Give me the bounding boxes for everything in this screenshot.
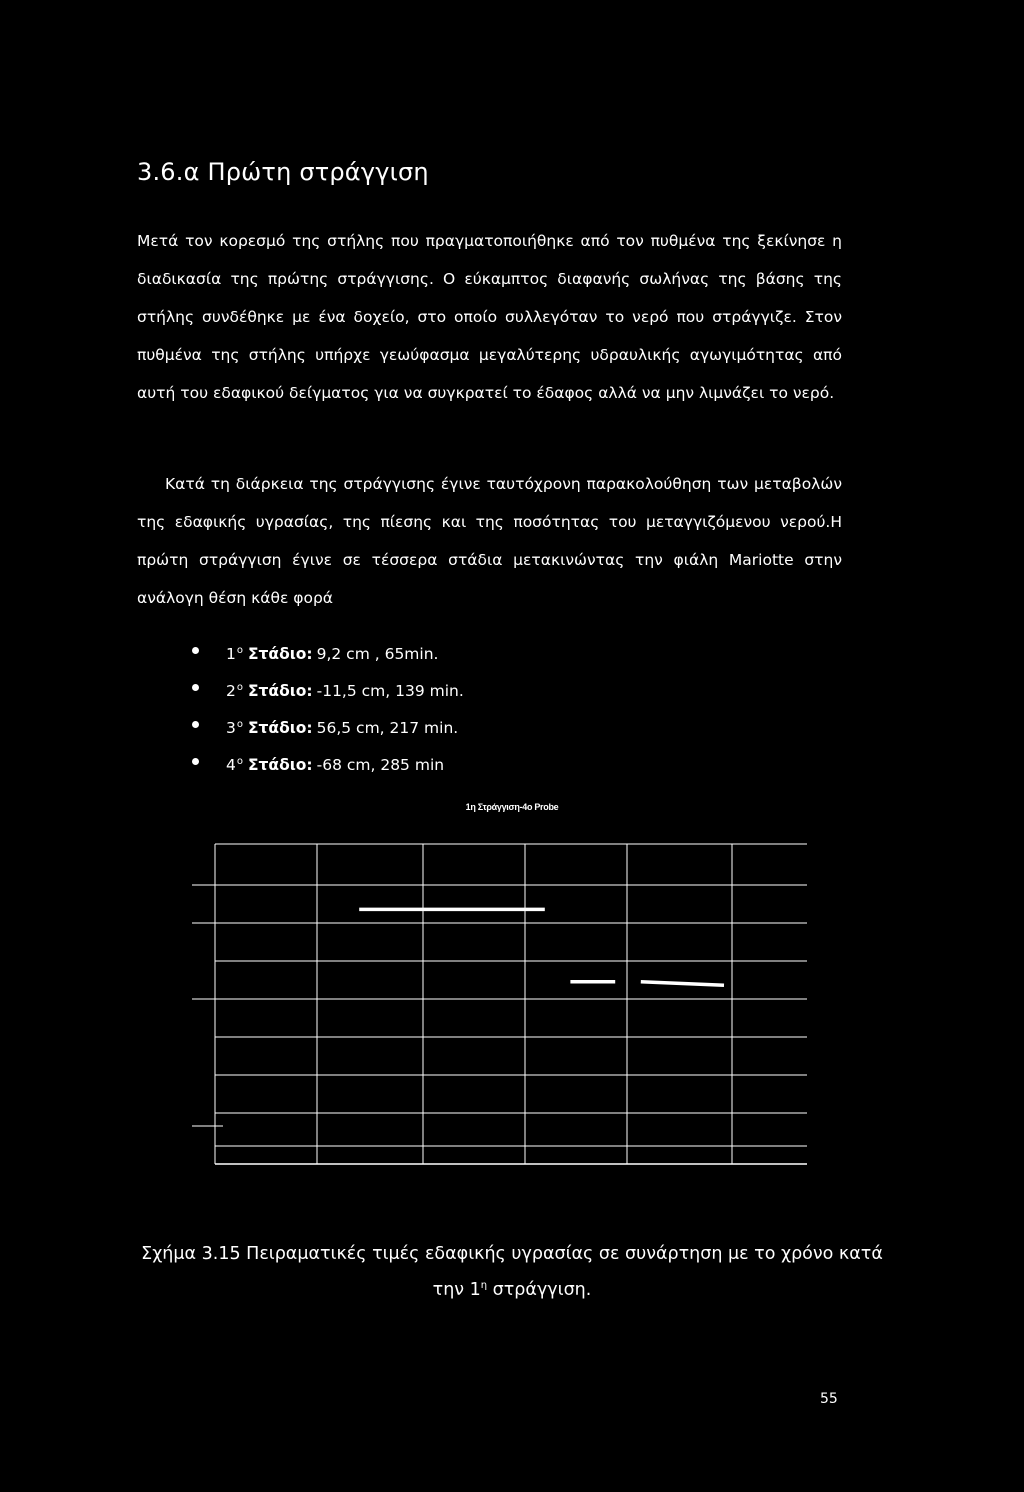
- paragraph-drainage-setup: Μετά τον κορεσμό της στήλης που πραγματοποιήθηκε από τον πυθμένα της ξεκίνησε η διαδικασία της πρώτης στράγγισης. Ο εύκαμπτος διαφανής σωλήνας της βάσης της στήλης συνδέθηκε με ένα δοχείο, στο οποίο συλλεγόταν το νερό που στράγγιζε. Στον πυθμένα της στήλης υπήρχε γεωύφασμα μεγαλύτερης υδραυλικής αγωγιμότητας από αυτή του εδαφικού δείγματος για να συγκρατεί το έδαφος αλλά να μην λιμνάζει το νερό.: [137, 232, 842, 402]
- bullet-icon: [192, 758, 199, 765]
- page-number: 55: [820, 1391, 838, 1407]
- stage-value: -11,5 cm, 139 min.: [316, 682, 464, 700]
- chart-grid: [192, 844, 807, 1164]
- paragraph-monitoring-text: Κατά τη διάρκεια της στράγγισης έγινε ταυτόχρονη παρακολούθηση των μεταβολών της εδαφικής υγρασίας, της πίεσης και της ποσότητας του μεταγγιζόμενου νερού.Η πρώτη στράγγιση έγινε σε τέσσερα στάδια μετακινώντας την φιάλη Mariotte στην ανάλογη θέση κάθε φορά: [137, 475, 842, 607]
- stage-item: [192, 669, 464, 706]
- stage-value: 9,2 cm , 65min.: [316, 645, 439, 663]
- stage-number: 1: [226, 645, 236, 663]
- chart-title: 1η Στράγγιση-4ο Probe: [465, 802, 559, 812]
- bullet-icon: [192, 721, 199, 728]
- stage-item: [192, 632, 464, 669]
- stage-ordinal: ο: [236, 756, 243, 767]
- stage-ordinal: ο: [236, 682, 243, 693]
- caption-text-end: στράγγιση.: [487, 1280, 592, 1300]
- stage-number: 3: [226, 719, 236, 737]
- moisture-chart: [180, 830, 820, 1175]
- stage-ordinal: ο: [236, 719, 243, 730]
- stage-label: Στάδιο:: [247, 756, 313, 774]
- stage-item: [192, 743, 464, 780]
- stage-item: [192, 706, 464, 743]
- figure-caption: Σχήμα 3.15 Πειραματικές τιμές εδαφικής υγρασίας σε συνάρτηση με το χρόνο κατά: [141, 1244, 883, 1264]
- chart-series: [359, 909, 724, 985]
- stage-value: -68 cm, 285 min: [316, 756, 445, 774]
- paragraph-monitoring: [137, 465, 842, 617]
- stage-value: 56,5 cm, 217 min.: [316, 719, 459, 737]
- bullet-icon: [192, 684, 199, 691]
- stage-label: Στάδιο:: [247, 719, 313, 737]
- stage-label: Στάδιο:: [247, 645, 313, 663]
- caption-superscript: η: [480, 1280, 488, 1291]
- figure-caption-continued: [0, 1270, 1024, 1306]
- section-title: 3.6.α Πρώτη στράγγιση: [137, 158, 429, 186]
- stage-label: Στάδιο:: [247, 682, 313, 700]
- stage-number: 4: [226, 756, 236, 774]
- caption-text: την 1: [432, 1280, 481, 1300]
- chart-series-line: [641, 982, 724, 985]
- stage-ordinal: ο: [236, 645, 243, 656]
- stage-number: 2: [226, 682, 236, 700]
- stage-list: [192, 632, 464, 780]
- bullet-icon: [192, 647, 199, 654]
